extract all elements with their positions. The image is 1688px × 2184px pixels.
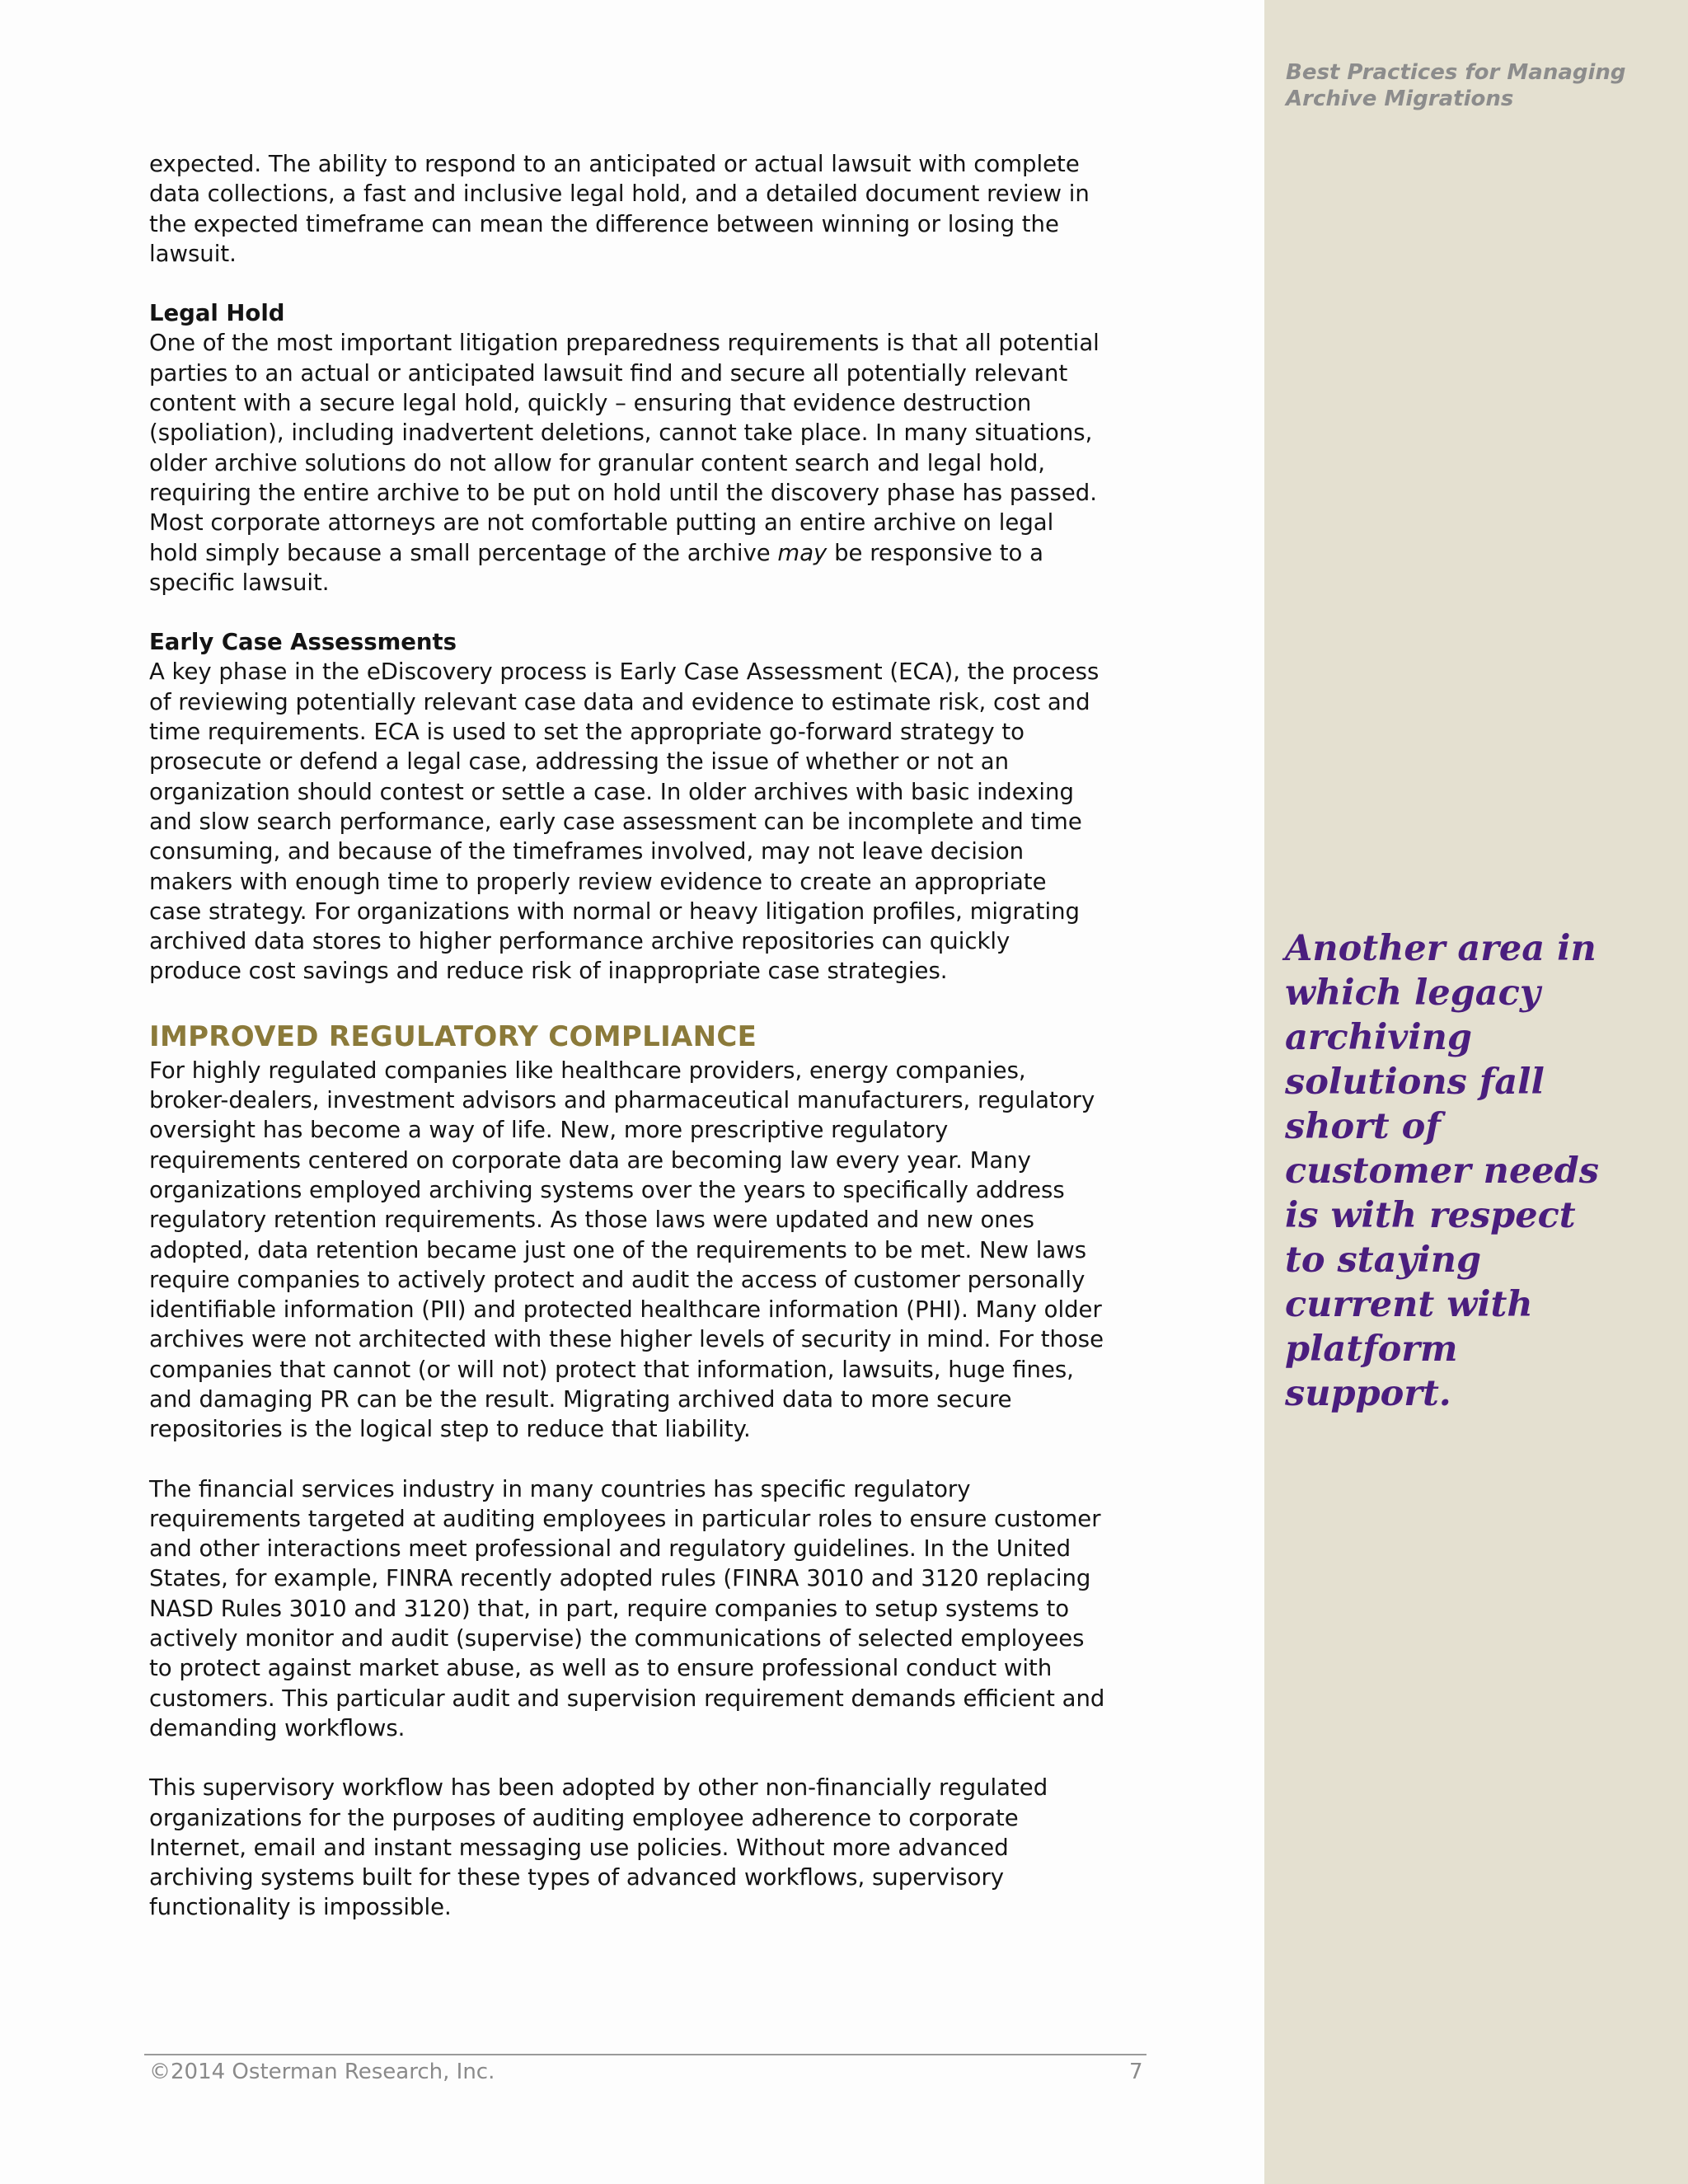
running-header-line-1: Best Practices for Managing — [1286, 60, 1626, 85]
early-case-heading: Early Case Assessments — [149, 629, 457, 656]
regulatory-section-heading: IMPROVED REGULATORY COMPLIANCE — [149, 1019, 757, 1053]
running-header — [1286, 59, 1665, 112]
main-content — [149, 149, 1105, 1923]
legal-hold-text-end: be responsive to a specific lawsuit. — [149, 539, 1043, 596]
legal-hold-heading: Legal Hold — [149, 300, 285, 327]
regulatory-paragraph-2: The financial services industry in many countries has specific regulatory requirements targeted at auditing employees in particular roles to ensure customer and other interactions meet professional and regulatory guidelines. In the United States, for example, FINRA recently adopted rules (FINRA 3010 and 3120 replacing NASD Rules 3010 and 3120) that, in part, require companies to setup systems to actively monitor and audit (supervise) the communications of selected employees to protect against market abuse, as well as to ensure professional conduct with customers. This particular audit and supervision requirement demands efficient and demanding workflows. — [149, 1475, 1105, 1741]
regulatory-paragraph-3: This supervisory workflow has been adopted by other non-financially regulated organizations for the purposes of auditing employee adherence to corporate Internet, email and instant messaging use policies. Without more advanced archiving systems built for these types of advanced workflows, supervisory functionality is impossible. — [149, 1774, 1048, 1921]
pull-quote: Another area in which legacy archiving solutions fall short of customer needs is with respect to staying current with platform support. — [1285, 928, 1599, 1414]
footer-divider — [144, 2054, 1146, 2055]
intro-paragraph: expected. The ability to respond to an anticipated or actual lawsuit with complete data collections, a fast and inclusive legal hold, and a detailed document review in the expected timeframe can mean the difference between winning or losing the lawsuit. — [149, 151, 1090, 267]
emphasis-may: may — [777, 539, 828, 566]
early-case-paragraph: A key phase in the eDiscovery process is Early Case Assessment (ECA), the process of reviewing potentially relevant case data and evidence to estimate risk, cost and time requirements. ECA is used to set the appropriate go-forward strategy to prosecute or defend a legal case, addressing the issue of whether or not an organization should contest or settle a case. In older archives with basic indexing and slow search performance, early case assessment can be incomplete and time consuming, and because of the timeframes involved, may not leave decision makers with enough time to properly review evidence to create an appropriate case strategy. For organizations with normal or heavy litigation profiles, migrating archived data stores to higher performance archive repositories can quickly produce cost savings and reduce risk of inappropriate case strategies. — [149, 658, 1100, 985]
legal-hold-paragraph — [149, 328, 1105, 598]
footer-copyright: ©2014 Osterman Research, Inc. — [149, 2060, 495, 2084]
regulatory-paragraph-1: For highly regulated companies like healthcare providers, energy companies, broker-dealers, investment advisors and pharmaceutical manufacturers, regulatory oversight has become a way of life. New, more prescriptive regulatory requirements centered on corporate data are becoming law every year. Many organizations employed archiving systems over the years to specifically address regulatory retention requirements. As those laws were updated and new ones adopted, data retention became just one of the requirements to be met. New laws require companies to actively protect and audit the access of customer personally identifiable information (PII) and protected healthcare information (PHI). Many older archives were not architected with these higher levels of security in mind. For those companies that cannot (or will not) protect that information, lawsuits, huge fines, and damaging PR can be the result. Migrating archived data to more secure repositories is the logical step to reduce that liability. — [149, 1057, 1104, 1443]
legal-hold-text: One of the most important litigation preparedness requirements is that all potential parties to an actual or anticipated lawsuit find and secure all potentially relevant content with a secure legal hold, quickly – ensuring that evidence destruction (spoliation), including inadvertent deletions, cannot take place. In many situations, older archive solutions do not allow for granular content search and legal hold, requiring the entire archive to be put on hold until the discovery phase has passed. Most corporate attorneys are not comfortable putting an entire archive on legal hold simply because a small percentage of the archive — [149, 330, 1100, 566]
running-header-line-2: Archive Migrations — [1286, 87, 1514, 111]
page-number: 7 — [1129, 2060, 1143, 2084]
